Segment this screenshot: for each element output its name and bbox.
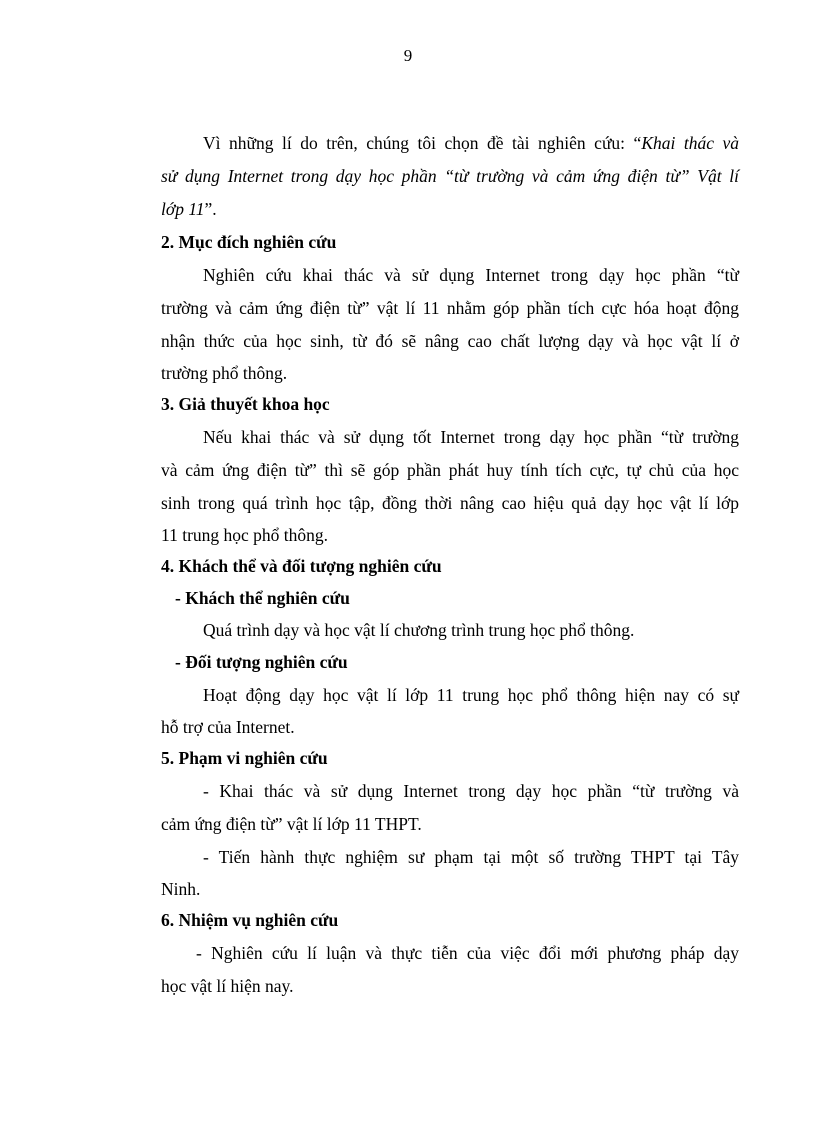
intro-title-italic: Khai thác và <box>641 133 739 153</box>
intro-title-end: lớp 11 <box>161 199 205 219</box>
section-2-line-2: trường và cảm ứng điện từ” vật lí 11 nhằm góp phần tích cực hóa hoạt động <box>161 298 739 318</box>
intro-text: Vì những lí do trên, chúng tôi chọn đề tài nghiên cứu: “ <box>203 133 642 153</box>
section-4-sub-text-2-line-2: hỗ trợ của Internet. <box>161 717 295 737</box>
section-4-sub-text-2-line-1: Hoạt động dạy học vật lí lớp 11 trung học phổ thông hiện nay có sự <box>203 685 739 705</box>
section-5-line-2: cảm ứng điện từ” vật lí lớp 11 THPT. <box>161 814 422 834</box>
section-2-line-4: trường phổ thông. <box>161 363 288 383</box>
section-5-line-1: - Khai thác và sử dụng Internet trong dạy học phần “từ trường và <box>203 781 739 801</box>
section-3-line-4: 11 trung học phổ thông. <box>161 525 329 545</box>
section-3-line-2: và cảm ứng điện từ” thì sẽ góp phần phát huy tính tích cực, tự chủ của học <box>161 460 739 480</box>
intro-line-3 <box>161 198 739 220</box>
section-6-line-2: học vật lí hiện nay. <box>161 976 294 996</box>
section-3-line-3: sinh trong quá trình học tập, đồng thời nâng cao hiệu quả dạy học vật lí lớp <box>161 493 739 513</box>
section-2-line-3: nhận thức của học sinh, từ đó sẽ nâng cao chất lượng dạy và học vật lí ở <box>161 331 739 351</box>
section-5-line-3: - Tiến hành thực nghiệm sư phạm tại một số trường THPT tại Tây <box>203 847 739 867</box>
section-4-sub-text-1: Quá trình dạy và học vật lí chương trình trung học phổ thông. <box>203 620 635 640</box>
section-3-heading: 3. Giả thuyết khoa học <box>161 394 330 414</box>
section-6-line-1: - Nghiên cứu lí luận và thực tiễn của việc đổi mới phương pháp dạy <box>196 943 739 963</box>
intro-line-2: sử dụng Internet trong dạy học phần “từ trường và cảm ứng điện từ” Vật lí <box>161 166 739 186</box>
section-2-line-1: Nghiên cứu khai thác và sử dụng Internet trong dạy học phần “từ <box>203 265 739 285</box>
section-5-line-4: Ninh. <box>161 879 201 899</box>
section-2-heading: 2. Mục đích nghiên cứu <box>161 232 337 252</box>
section-4-sub-heading-2: - Đối tượng nghiên cứu <box>175 652 348 672</box>
section-3-line-1: Nếu khai thác và sử dụng tốt Internet trong dạy học phần “từ trường <box>203 427 739 447</box>
intro-closing: ”. <box>204 199 217 219</box>
page-number: 9 <box>403 46 413 65</box>
section-6-heading: 6. Nhiệm vụ nghiên cứu <box>161 910 339 930</box>
section-4-heading: 4. Khách thể và đối tượng nghiên cứu <box>161 556 442 576</box>
section-4-sub-heading-1: - Khách thể nghiên cứu <box>175 588 350 608</box>
intro-line-1 <box>203 132 739 154</box>
section-5-heading: 5. Phạm vi nghiên cứu <box>161 748 328 768</box>
